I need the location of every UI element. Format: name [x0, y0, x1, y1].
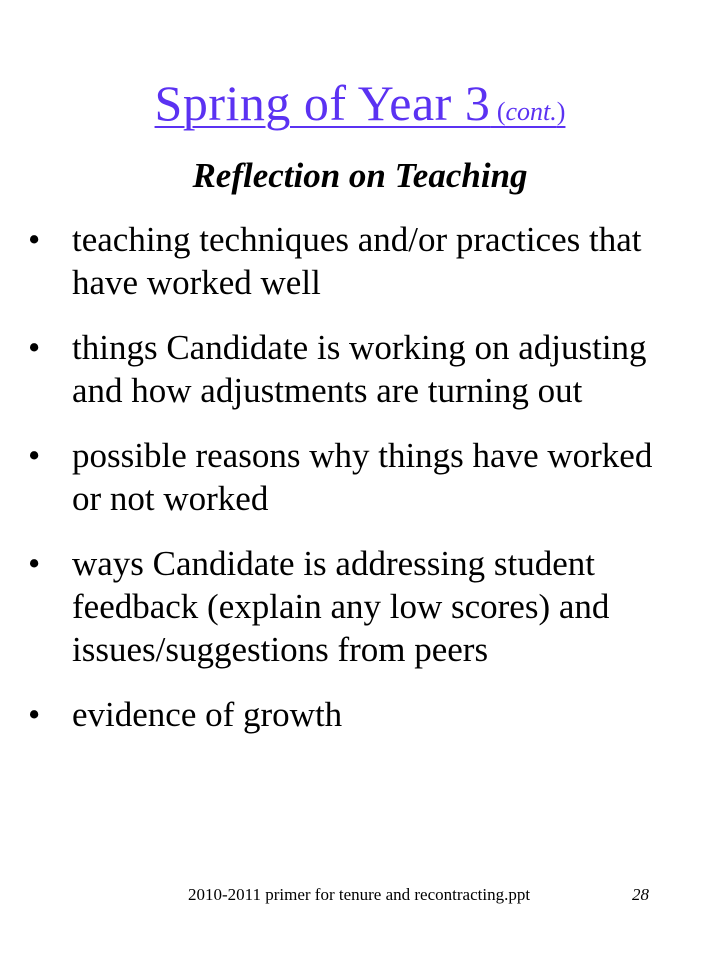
slide-title-main: Spring of Year 3 [154, 75, 491, 131]
slide-title-suffix-close: ) [556, 97, 566, 126]
bullet-text: possible reasons why things have worked or not worked [72, 436, 653, 518]
bullet-item [28, 542, 690, 671]
footer-filename: 2010-2011 primer for tenure and recontracting.ppt [187, 885, 531, 904]
slide-title-suffix-italic: cont. [505, 97, 557, 126]
bullet-text: evidence of growth [72, 695, 343, 734]
slide-title-suffix [490, 97, 565, 126]
bullet-list [28, 218, 690, 758]
bullet-item [28, 434, 690, 520]
bullet-item [28, 326, 690, 412]
slide-title-suffix-open: ( [490, 97, 506, 126]
bullet-text: ways Candidate is addressing student feedback (explain any low scores) and issues/suggestions from peers [72, 544, 610, 669]
bullet-dot-icon: • [28, 695, 41, 734]
footer-page-number: 28 [632, 885, 649, 904]
bullet-item [28, 218, 690, 304]
bullet-dot-icon: • [28, 436, 41, 475]
bullet-text: teaching techniques and/or practices that have worked well [72, 220, 642, 302]
slide-title [0, 72, 720, 143]
bullet-dot-icon: • [28, 328, 41, 367]
bullet-item [28, 693, 690, 736]
slide-footer [0, 883, 720, 907]
bullet-dot-icon: • [28, 544, 41, 583]
slide-subtitle: Reflection on Teaching [192, 156, 528, 195]
bullet-text: things Candidate is working on adjusting and how adjustments are turning out [72, 328, 647, 410]
bullet-dot-icon: • [28, 220, 41, 259]
